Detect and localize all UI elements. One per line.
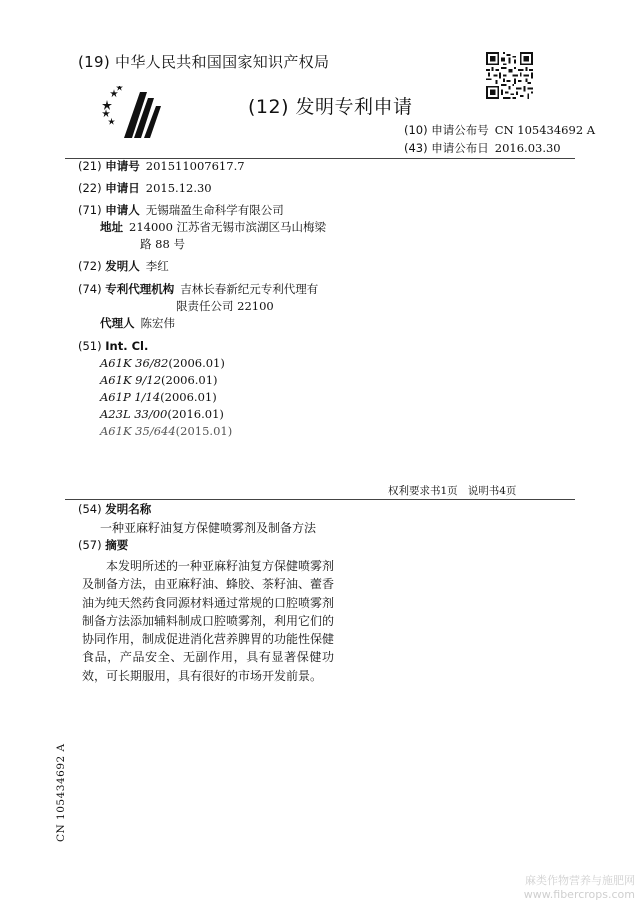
field-code: (57) [78, 538, 102, 552]
document-type: (12) 发明专利申请 [248, 96, 413, 118]
field-code: (74) [78, 282, 102, 296]
watermark [524, 874, 635, 902]
applicant-label: 申请人 [105, 203, 140, 217]
body-divider [65, 499, 575, 500]
ipc-class: A61K 35/644 [100, 424, 176, 438]
ipc-entry [100, 373, 218, 387]
inventor-name: 李红 [145, 259, 169, 273]
agent-field [100, 315, 175, 332]
field-code: (72) [78, 259, 102, 273]
int-cl-field [78, 338, 154, 355]
publication-date-label: (43) 申请公布日 [404, 141, 489, 155]
application-date: 2015.12.30 [145, 181, 212, 195]
address-line-2: 路 88 号 [140, 237, 185, 251]
inventor-field [78, 258, 169, 275]
ipc-version: (2015.01) [175, 424, 233, 438]
application-date-field [78, 180, 212, 197]
publication-number-row [404, 122, 595, 138]
applicant-field [78, 202, 284, 219]
publication-date: 2016.03.30 [494, 141, 561, 155]
field-code: (51) [78, 339, 102, 353]
application-date-label: 申请日 [105, 181, 140, 195]
inventor-label: 发明人 [105, 259, 140, 273]
cnipa-emblem-logo [100, 86, 162, 142]
ipc-version: (2006.01) [161, 373, 218, 387]
abstract-label: 摘要 [105, 538, 129, 552]
ipc-version: (2006.01) [168, 356, 225, 370]
ipc-class: A61K 36/82 [100, 356, 169, 370]
publication-number: CN 105434692 A [494, 123, 596, 137]
application-number-label: 申请号 [105, 159, 140, 173]
ipc-version: (2016.01) [167, 407, 224, 421]
ipc-entry [100, 356, 225, 370]
ipc-entry [100, 390, 217, 404]
field-code: (21) [78, 159, 102, 173]
field-code: (54) [78, 502, 102, 516]
agent-label: 代理人 [100, 316, 135, 330]
side-publication-number: CN 105434692 A [55, 743, 67, 842]
abstract-field [78, 537, 134, 554]
ipc-entry [100, 424, 232, 438]
field-code: (22) [78, 181, 102, 195]
agency-name-line-1: 吉林长春新纪元专利代理有 [180, 282, 319, 296]
address-line-1: 214000 江苏省无锡市滨湖区马山梅梁 [129, 220, 327, 234]
abstract-text: 本发明所述的一种亚麻籽油复方保健喷雾剂及制备方法，由亚麻籽油、蜂胶、茶籽油、藿香油为纯天然药食同源材料通过常规的口腔喷雾剂制备方法添加辅料制成口腔喷雾剂，利用它们的协同作用，制成促进消化营养脾胃的功能性保健食品，产品安全、无副作用，具有显著保健功效，可长期服用，具有很好的市场开发前景。 [82, 559, 335, 683]
publication-date-row [404, 140, 561, 156]
ipc-class: A61K 9/12 [100, 373, 162, 387]
agency-field [78, 281, 318, 298]
field-code: (71) [78, 203, 102, 217]
page-count-note: 权利要求书1页 说明书4页 [388, 485, 517, 497]
applicant-name: 无锡瑞盈生命科学有限公司 [145, 203, 284, 217]
agency-label: 专利代理机构 [105, 282, 175, 296]
int-cl-label: Int. Cl. [105, 339, 149, 353]
watermark-line-2: www.fibercrops.com [523, 888, 635, 901]
invention-title-field [78, 501, 157, 518]
agent-name: 陈宏伟 [140, 316, 175, 330]
qr-code [486, 52, 533, 99]
address-field [100, 219, 326, 236]
application-number-field [78, 158, 245, 175]
invention-title: 一种亚麻籽油复方保健喷雾剂及制备方法 [100, 521, 317, 535]
application-number: 201511007617.7 [145, 159, 245, 173]
ipc-class: A61P 1/14 [100, 390, 161, 404]
address-label: 地址 [100, 220, 123, 234]
ipc-version: (2006.01) [160, 390, 217, 404]
ipc-class: A23L 33/00 [100, 407, 168, 421]
ipc-entry [100, 407, 224, 421]
agency-name-line-2: 限责任公司 22100 [176, 299, 274, 313]
watermark-line-1: 麻类作物营养与施肥网 [525, 874, 635, 887]
publication-number-label: (10) 申请公布号 [404, 123, 489, 137]
invention-title-label: 发明名称 [105, 502, 152, 516]
issuing-office: (19) 中华人民共和国国家知识产权局 [78, 53, 330, 71]
